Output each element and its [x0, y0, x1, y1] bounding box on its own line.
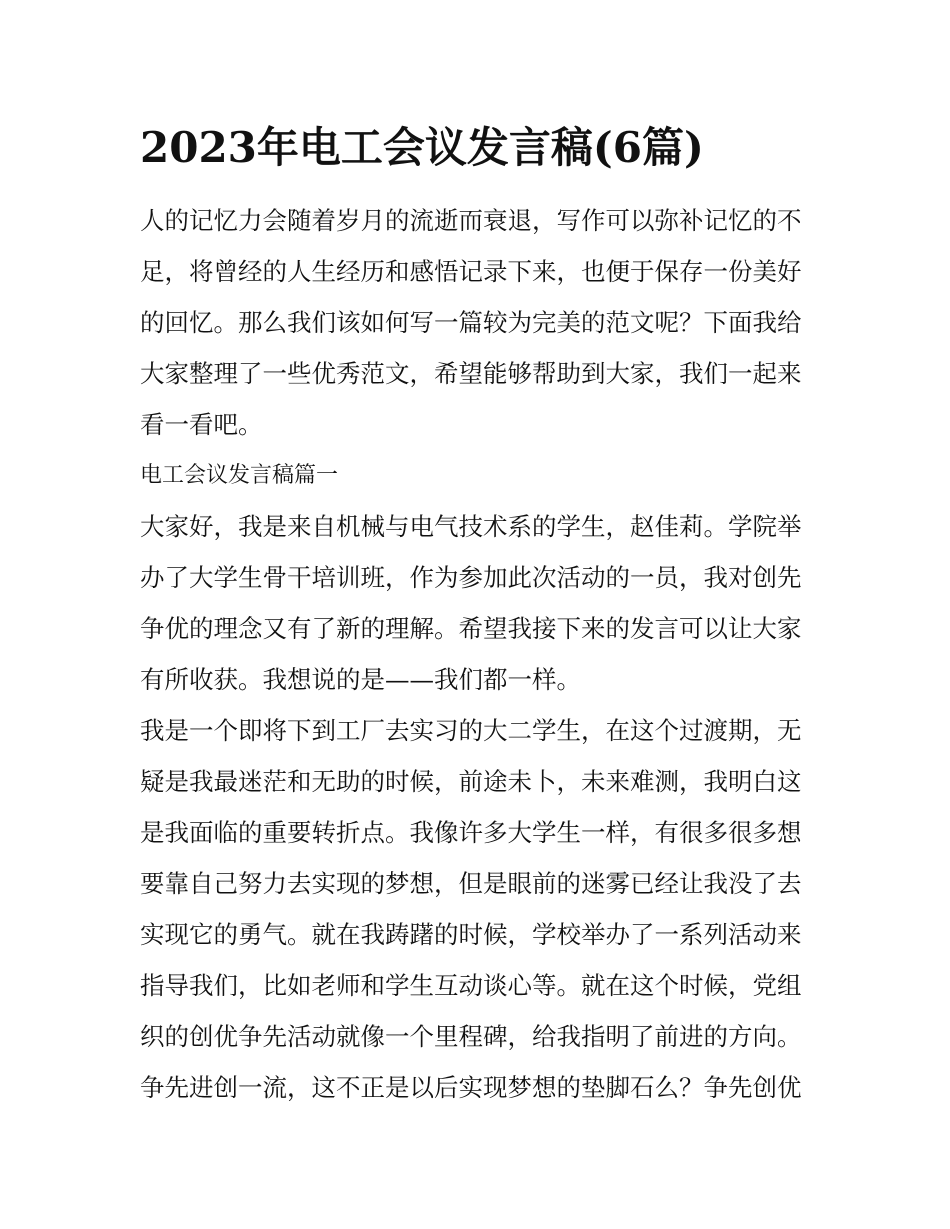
body-line: 要靠自己努力去实现的梦想，但是眼前的迷雾已经让我没了去 [140, 869, 802, 898]
body-line: 办了大学生骨干培训班，作为参加此次活动的一员，我对创先 [140, 563, 802, 592]
body-line: 是我面临的重要转折点。我像许多大学生一样，有很多很多想 [140, 818, 802, 847]
body-line: 争先进创一流，这不正是以后实现梦想的垫脚石么？争先创优 [140, 1073, 802, 1102]
body-line: 的回忆。那么我们该如何写一篇较为完美的范文呢？下面我给 [140, 308, 802, 337]
body-line: 疑是我最迷茫和无助的时候，前途未卜，未来难测，我明白这 [140, 767, 802, 796]
body-line: 实现它的勇气。就在我踌躇的时候，学校举办了一系列活动来 [140, 920, 802, 949]
body-line: 看一看吧。 [140, 410, 263, 439]
section-heading: 电工会议发言稿篇一 [140, 463, 339, 488]
body-line: 我是一个即将下到工厂去实习的大二学生，在这个过渡期，无 [140, 716, 802, 745]
document-title: 2023年电工会议发言稿(6篇) [140, 123, 704, 172]
body-line: 人的记忆力会随着岁月的流逝而衰退，写作可以弥补记忆的不 [140, 206, 802, 235]
body-line: 有所收获。我想说的是——我们都一样。 [140, 665, 581, 694]
body-line: 大家好，我是来自机械与电气技术系的学生，赵佳莉。学院举 [140, 512, 802, 541]
body-line: 大家整理了一些优秀范文，希望能够帮助到大家，我们一起来 [140, 359, 802, 388]
body-line: 指导我们，比如老师和学生互动谈心等。就在这个时候，党组 [140, 971, 802, 1000]
body-line: 争优的理念又有了新的理解。希望我接下来的发言可以让大家 [140, 614, 802, 643]
body-line: 足，将曾经的人生经历和感悟记录下来，也便于保存一份美好 [140, 257, 802, 286]
body-line: 织的创优争先活动就像一个里程碑，给我指明了前进的方向。 [140, 1022, 802, 1051]
